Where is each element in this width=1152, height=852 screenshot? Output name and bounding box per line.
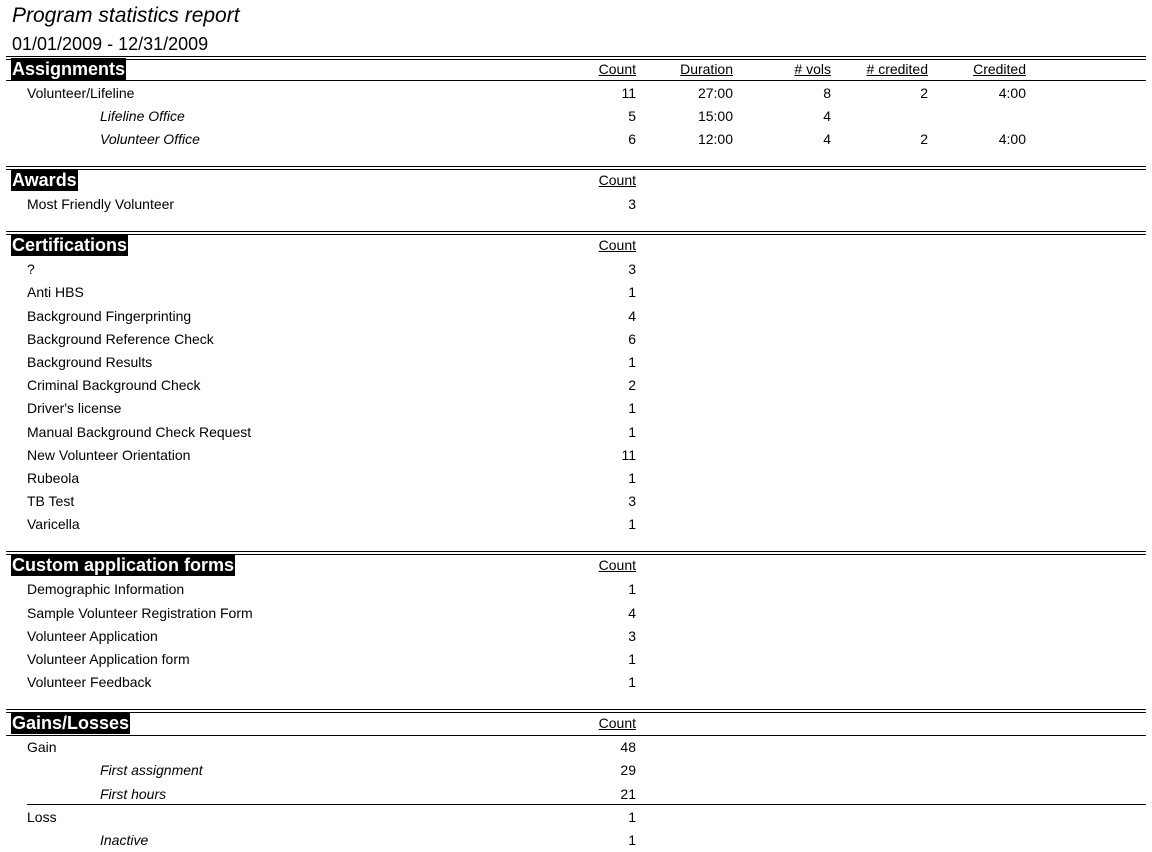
row-num-credited: 2 bbox=[920, 131, 928, 147]
row-label: Manual Background Check Request bbox=[27, 424, 252, 440]
row-vols: 4 bbox=[823, 131, 831, 147]
report-date-range: 01/01/2009 - 12/31/2009 bbox=[12, 34, 209, 54]
row-label: Volunteer Application form bbox=[27, 651, 190, 667]
row-duration: 27:00 bbox=[697, 85, 733, 101]
section-divider bbox=[6, 231, 1146, 235]
row-label: Rubeola bbox=[27, 470, 80, 486]
col-header-count: Count bbox=[598, 172, 636, 188]
row-label: First assignment bbox=[100, 762, 203, 778]
row-label: Background Reference Check bbox=[27, 331, 214, 347]
header-underline bbox=[6, 80, 1146, 81]
section-heading-gains-losses: Gains/Losses bbox=[12, 713, 130, 733]
col-header-duration: Duration bbox=[680, 61, 733, 77]
section-heading-custom-forms: Custom application forms bbox=[12, 555, 235, 575]
row-count: 1 bbox=[628, 809, 636, 825]
row-duration: 12:00 bbox=[697, 131, 733, 147]
row-count: 2 bbox=[628, 377, 636, 393]
row-label: First hours bbox=[100, 786, 167, 802]
row-label: ? bbox=[27, 261, 35, 277]
row-count: 48 bbox=[620, 739, 636, 755]
row-count: 1 bbox=[628, 651, 636, 667]
col-header-vols: # vols bbox=[794, 61, 831, 77]
row-count: 1 bbox=[628, 284, 636, 300]
row-count: 3 bbox=[628, 261, 636, 277]
row-count: 11 bbox=[621, 447, 636, 463]
row-count: 1 bbox=[628, 581, 636, 597]
row-duration: 15:00 bbox=[697, 108, 733, 124]
row-label: Lifeline Office bbox=[100, 108, 185, 124]
row-count: 1 bbox=[628, 832, 636, 848]
row-count: 1 bbox=[628, 516, 636, 532]
row-label: Volunteer Application bbox=[27, 628, 158, 644]
row-count: 5 bbox=[628, 108, 636, 124]
row-count: 1 bbox=[628, 674, 636, 690]
col-header-count: Count bbox=[598, 61, 636, 77]
row-count: 3 bbox=[628, 628, 636, 644]
row-count: 1 bbox=[628, 424, 636, 440]
row-count: 6 bbox=[628, 131, 636, 147]
row-label: Criminal Background Check bbox=[27, 377, 201, 393]
row-label: Most Friendly Volunteer bbox=[27, 196, 175, 212]
section-divider bbox=[6, 166, 1146, 170]
row-label: Driver's license bbox=[27, 400, 122, 416]
col-header-count: Count bbox=[598, 715, 636, 731]
row-vols: 8 bbox=[823, 85, 831, 101]
report-title: Program statistics report bbox=[12, 4, 240, 27]
row-credited: 4:00 bbox=[998, 131, 1026, 147]
row-vols: 4 bbox=[823, 108, 831, 124]
col-header-count: Count bbox=[598, 557, 636, 573]
subtotal-divider bbox=[27, 804, 1146, 805]
row-label: Volunteer Feedback bbox=[27, 674, 152, 690]
row-count: 3 bbox=[628, 493, 636, 509]
section-divider bbox=[6, 56, 1146, 60]
row-label: Loss bbox=[27, 809, 57, 825]
col-header-count: Count bbox=[598, 237, 636, 253]
row-count: 29 bbox=[620, 762, 636, 778]
row-count: 6 bbox=[628, 331, 636, 347]
row-label: Varicella bbox=[27, 516, 80, 532]
row-label: Background Results bbox=[27, 354, 153, 370]
row-count: 1 bbox=[628, 400, 636, 416]
row-count: 1 bbox=[628, 354, 636, 370]
row-label: TB Test bbox=[27, 493, 75, 509]
row-label: Demographic Information bbox=[27, 581, 185, 597]
row-label: Gain bbox=[27, 739, 57, 755]
row-label: Anti HBS bbox=[27, 284, 84, 300]
row-credited: 4:00 bbox=[998, 85, 1026, 101]
header-underline bbox=[6, 735, 1146, 736]
col-header-num-credited: # credited bbox=[866, 61, 928, 77]
row-count: 3 bbox=[628, 196, 636, 212]
row-count: 4 bbox=[628, 308, 636, 324]
section-heading-awards: Awards bbox=[12, 170, 77, 190]
section-heading-assignments: Assignments bbox=[12, 59, 126, 79]
row-label: Background Fingerprinting bbox=[27, 308, 192, 324]
row-count: 1 bbox=[628, 470, 636, 486]
row-label: Volunteer/Lifeline bbox=[27, 85, 135, 101]
section-divider bbox=[6, 709, 1146, 713]
row-label: New Volunteer Orientation bbox=[27, 447, 191, 463]
row-count: 11 bbox=[621, 85, 636, 101]
row-label: Sample Volunteer Registration Form bbox=[27, 605, 253, 621]
row-label: Volunteer Office bbox=[100, 131, 200, 147]
row-count: 21 bbox=[620, 786, 636, 802]
row-label: Inactive bbox=[100, 832, 149, 848]
col-header-credited: Credited bbox=[973, 61, 1026, 77]
row-count: 4 bbox=[628, 605, 636, 621]
section-heading-certifications: Certifications bbox=[12, 235, 128, 255]
row-num-credited: 2 bbox=[920, 85, 928, 101]
